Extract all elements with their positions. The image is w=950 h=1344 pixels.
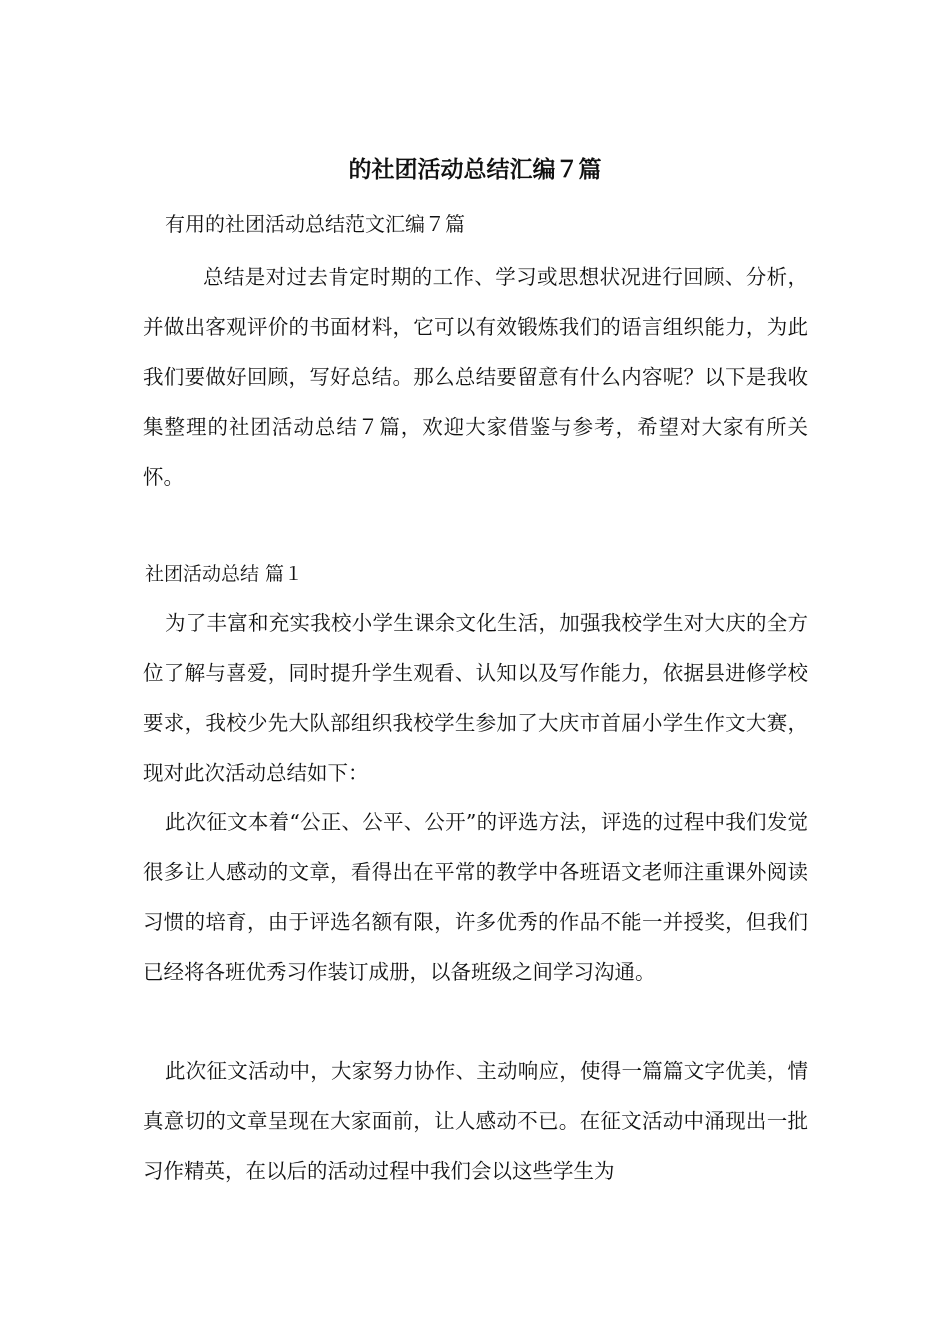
body-paragraph: 此次征文本着“公正、公平、公开”的评选方法，评选的过程中我们发觉很多让人感动的文章，看得出在平常的教学中各班语文老师注重课外阅读习惯的培育，由于评选名额有限，许多优秀的作品不能一并授奖，但我们已经将各班优秀习作装订成册，以备班级之间学习沟通。 xyxy=(143,810,808,984)
document-title: 的社团活动总结汇编７篇 xyxy=(348,157,602,183)
intro-paragraph: 总结是对过去肯定时期的工作、学习或思想状况进行回顾、分析，并做出客观评价的书面材料，它可以有效锻炼我们的语言组织能力，为此我们要做好回顾，写好总结。那么总结要留意有什么内容呢？以下是我收集整理的社团活动总结７篇，欢迎大家借鉴与参考，希望对大家有所关怀。 xyxy=(143,265,808,489)
body-paragraph: 为了丰富和充实我校小学生课余文化生活，加强我校学生对大庆的全方位了解与喜爱，同时提升学生观看、认知以及写作能力，依据县进修学校要求，我校少先大队部组织我校学生参加了大庆市首届小学生作文大赛，现对此次活动总结如下： xyxy=(143,611,808,785)
section-heading: 社团活动总结 篇１ xyxy=(145,563,304,585)
body-paragraph: 此次征文活动中，大家努力协作、主动响应，使得一篇篇文字优美，情真意切的文章呈现在大家面前，让人感动不已。在征文活动中涌现出一批习作精英，在以后的活动过程中我们会以这些学生为 xyxy=(143,1059,808,1183)
document-subtitle: 有用的社团活动总结范文汇编７篇 xyxy=(165,212,465,236)
